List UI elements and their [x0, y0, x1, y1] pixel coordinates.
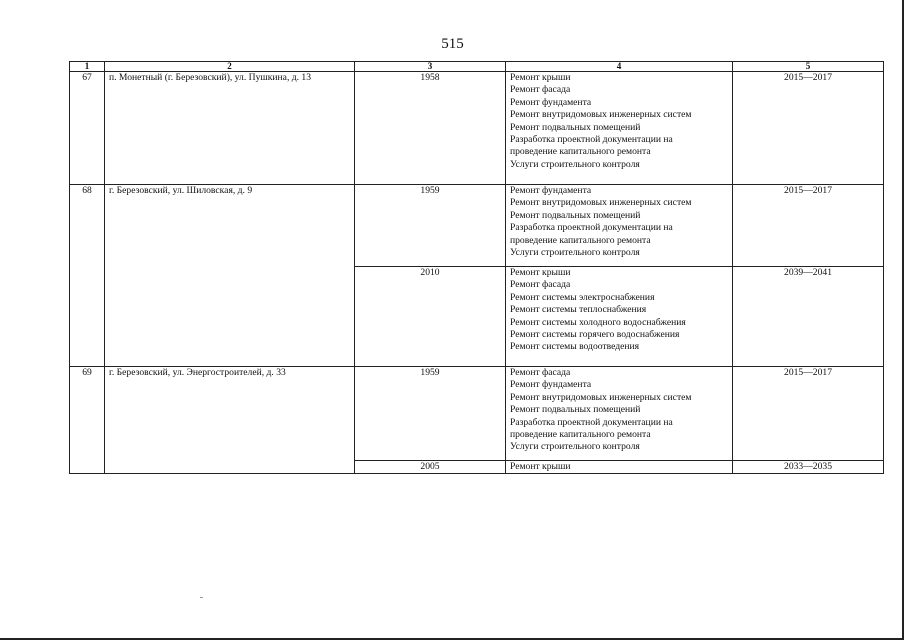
works-cell — [506, 267, 733, 367]
row-number: 69 — [70, 367, 105, 474]
table-row — [70, 185, 884, 267]
work-item: Разработка проектной документации на — [510, 134, 673, 146]
work-item: Ремонт крыши — [510, 267, 571, 278]
work-item: Ремонт фасада — [510, 279, 571, 291]
work-item: Ремонт фасада — [510, 367, 571, 378]
table-body — [70, 72, 884, 474]
work-item: Ремонт подвальных помещений — [510, 404, 641, 416]
header-cell: 3 — [355, 62, 506, 72]
period-cell: 2015—2017 — [733, 185, 884, 267]
work-item: Ремонт внутридомовых инженерных систем — [510, 391, 692, 403]
work-item: проведение капитального ремонта — [510, 234, 651, 246]
year-cell: 1959 — [355, 367, 506, 461]
address-cell: п. Монетный (г. Березовский), ул. Пушкина, д. 13 — [105, 72, 355, 185]
address-cell: г. Березовский, ул. Шиловская, д. 9 — [105, 185, 355, 367]
table-row — [70, 367, 884, 461]
work-item: проведение капитального ремонта — [510, 146, 651, 158]
work-item: Ремонт подвальных помещений — [510, 209, 641, 221]
registry-table — [69, 61, 884, 474]
work-item: Ремонт фундамента — [510, 379, 592, 391]
work-item: Ремонт системы холодного водоснабжения — [510, 316, 686, 328]
header-row — [70, 62, 884, 72]
work-item: Ремонт внутридомовых инженерных систем — [510, 109, 692, 121]
work-item: Ремонт системы электроснабжения — [510, 291, 655, 303]
works-cell — [506, 72, 733, 185]
work-item: Разработка проектной документации на — [510, 416, 673, 428]
address-cell: г. Березовский, ул. Энергостроителей, д. 33 — [105, 367, 355, 474]
work-item: Услуги строительного контроля — [510, 441, 640, 453]
period-cell: 2015—2017 — [733, 72, 884, 185]
works-cell — [506, 461, 733, 474]
period-cell: 2039—2041 — [733, 267, 884, 367]
header-cell: 2 — [105, 62, 355, 72]
work-item: Разработка проектной документации на — [510, 222, 673, 234]
work-item: Ремонт системы теплоснабжения — [510, 304, 647, 316]
period-cell: 2033—2035 — [733, 461, 884, 474]
period-cell: 2015—2017 — [733, 367, 884, 461]
row-number: 68 — [70, 185, 105, 367]
works-cell — [506, 367, 733, 461]
work-item: Ремонт системы горячего водоснабжения — [510, 329, 680, 341]
table-row — [70, 72, 884, 185]
work-item: проведение капитального ремонта — [510, 429, 651, 441]
year-cell: 2010 — [355, 267, 506, 367]
work-item: Ремонт крыши — [510, 461, 571, 472]
work-item: Ремонт крыши — [510, 72, 571, 83]
header-cell: 1 — [70, 62, 105, 72]
work-item: Услуги строительного контроля — [510, 158, 640, 170]
work-item: Услуги строительного контроля — [510, 247, 640, 259]
work-item: Ремонт фундамента — [510, 185, 592, 196]
year-cell: 1959 — [355, 185, 506, 267]
header-cell: 5 — [733, 62, 884, 72]
row-number: 67 — [70, 72, 105, 185]
work-item: Ремонт фундамента — [510, 96, 592, 108]
scan-speck — [200, 597, 203, 598]
page-number: 515 — [441, 36, 464, 52]
header-cell: 4 — [506, 62, 733, 72]
year-cell: 2005 — [355, 461, 506, 474]
work-item: Ремонт системы водоотведения — [510, 341, 640, 353]
work-item: Ремонт внутридомовых инженерных систем — [510, 197, 692, 209]
work-item: Ремонт подвальных помещений — [510, 121, 641, 133]
year-cell: 1958 — [355, 72, 506, 185]
work-item: Ремонт фасада — [510, 84, 571, 96]
works-cell — [506, 185, 733, 267]
